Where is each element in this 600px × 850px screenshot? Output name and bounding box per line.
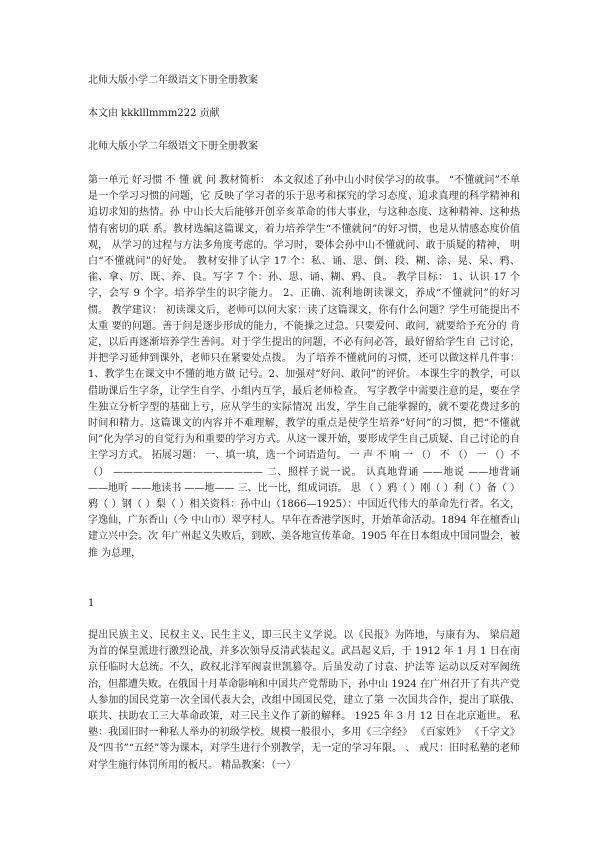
author-line: 本文由 kkklllmmm222 贡献 — [88, 108, 220, 119]
document-subtitle: 北师大版小学二年级语文下册全册教案 — [88, 141, 258, 152]
page-number: 1 — [88, 598, 95, 609]
document-title: 北师大版小学二年级语文下册全册教案 — [88, 75, 258, 86]
body-paragraph-1: 第一单元 好习惯 不 懂 就 问 教材简析： 本文叙述了孙中山小时侯学习的故事。 “不懂就问”不单是一个学习习惯的问题，它 反映了学习者的乐于思考和探究的学习态度、追求真理的科学精神和追切求知的热情。孙 中山长大后能够开创辛亥革命的伟大事业，与这种态度、这种精神、这种热情有密切的联 系。教材选编这篇课文，着力培养学生“不懂就问”的好习惯，也是从情感态度价值观， 从学习的过程与方法多角度考虑的。学习时，要体会孙中山不懂就问、敢于质疑的精神， 明白“不懂就问”的好处。 教材安排了认字 17 个：私、诵、思、倒、段、糊、涂、晃、呆、鸦、雀、拿、厉、既、养、良。写字 7 个：孙、思、诵、糊、鸦、良。 教学目标： 1、认识 17 个字，会写 9 个字。培养学生的识字能力。 2、正确、流利地朗读课文，养成“不懂就问”的好习惯。 教学建议： 初读课文后，老师可以问大家：读了这篇课文，你有什么问题？学生可能提出不太重 要的问题。善于问是逐步形成的能力，不能操之过急。只要爱问、敢问，就要给予充分的 肯定，以后再逐渐培养学生善问。对于学生提出的问题，不必有问必答，最好留给学生自 己讨论，并把学习延伸到课外，老师只在紧要处点拨。 为了培养不懂就问的习惯，还可以做这样几件事：1、教学生在课文中不懂的地方做 记号。2、加强对“好问、敢问”的评价。 本课生字的教学，可以借助课后生字条，让学生自学、小组内互学，最后老师检查。 写字教学中需要注意的是，要在学生独立分析字型的基础上亏，应从学生的实际情况 出发，学生自己能掌握的，就不要花费过多的时间和精力。这篇课文的内容并不难理解，教学的重点是使学生培养“好问”的习惯，把“不懂就 问”化为学习的自觉行为和重要的学习方式。从这一课开始，要形成学生自己质疑、自己讨论的自主学习方式。 拓展习题： 一、填一填，选一个词语造句。 一 声 不 响 一 （） 不 （） 一 （）不（） ——————————————— 二、照样子说一说。 认真地背诵 ——地说 ——地背诵 ——地听 ——地读书 ——地—— 三、比一比，组成词语。 思 （ ）鸦（ ）刚（ ）利（ ）备（ ）鸦（ ）钢（ ）梨（ ）相关资料：孙中山（1866—1925）：中国近代伟大的革命先行者。名文，字逸仙，广东香山（今 中山市）翠亨村人。早年在香港学医时，开始革命活动。1894 年在檀香山建立兴中会。次 年广州起义失败后，到欧、美各地宣传革命。1905 年在日本组成中国同盟会，被推 为总理， — [88, 175, 520, 559]
body-paragraph-2: 提出民族主义、民权主义、民生主义，即三民主义学说。以《民报》为阵地，与康有为、 梁启超为首的保皇派进行激烈论战，并多次领导反清武装起义。武昌起义后，于 1912 年 1 月 1 日在南京任临时大总统。不久，政权北洋军阀袁世凯篡夺。后虽发动了讨袁、护法等 运动以反对军阀统治，但都遭失败。在俄国十月革命影响和中国共产党帮助下，孙中山 1924 在广州召开了有共产党人参加的国民党第一次全国代表大会，改组中国国民党，建立了第 一次国共合作，提出了联俄、联共、扶助农工三大革命政策，对三民主义作了新的解释。 1925 年 3 月 12 日在北京逝世。 私塾：我国旧时一种私人举办的初级学校。规模一般很小，多用《三字经》 《百家姓》 《千字文》及“四书”“五经”等为课本，对学生进行个别教学，无一定的学习年限。 、 戒尺：旧时私塾的老师对学生施行体罚所用的板尺。 精品教案：（一） — [88, 630, 520, 771]
